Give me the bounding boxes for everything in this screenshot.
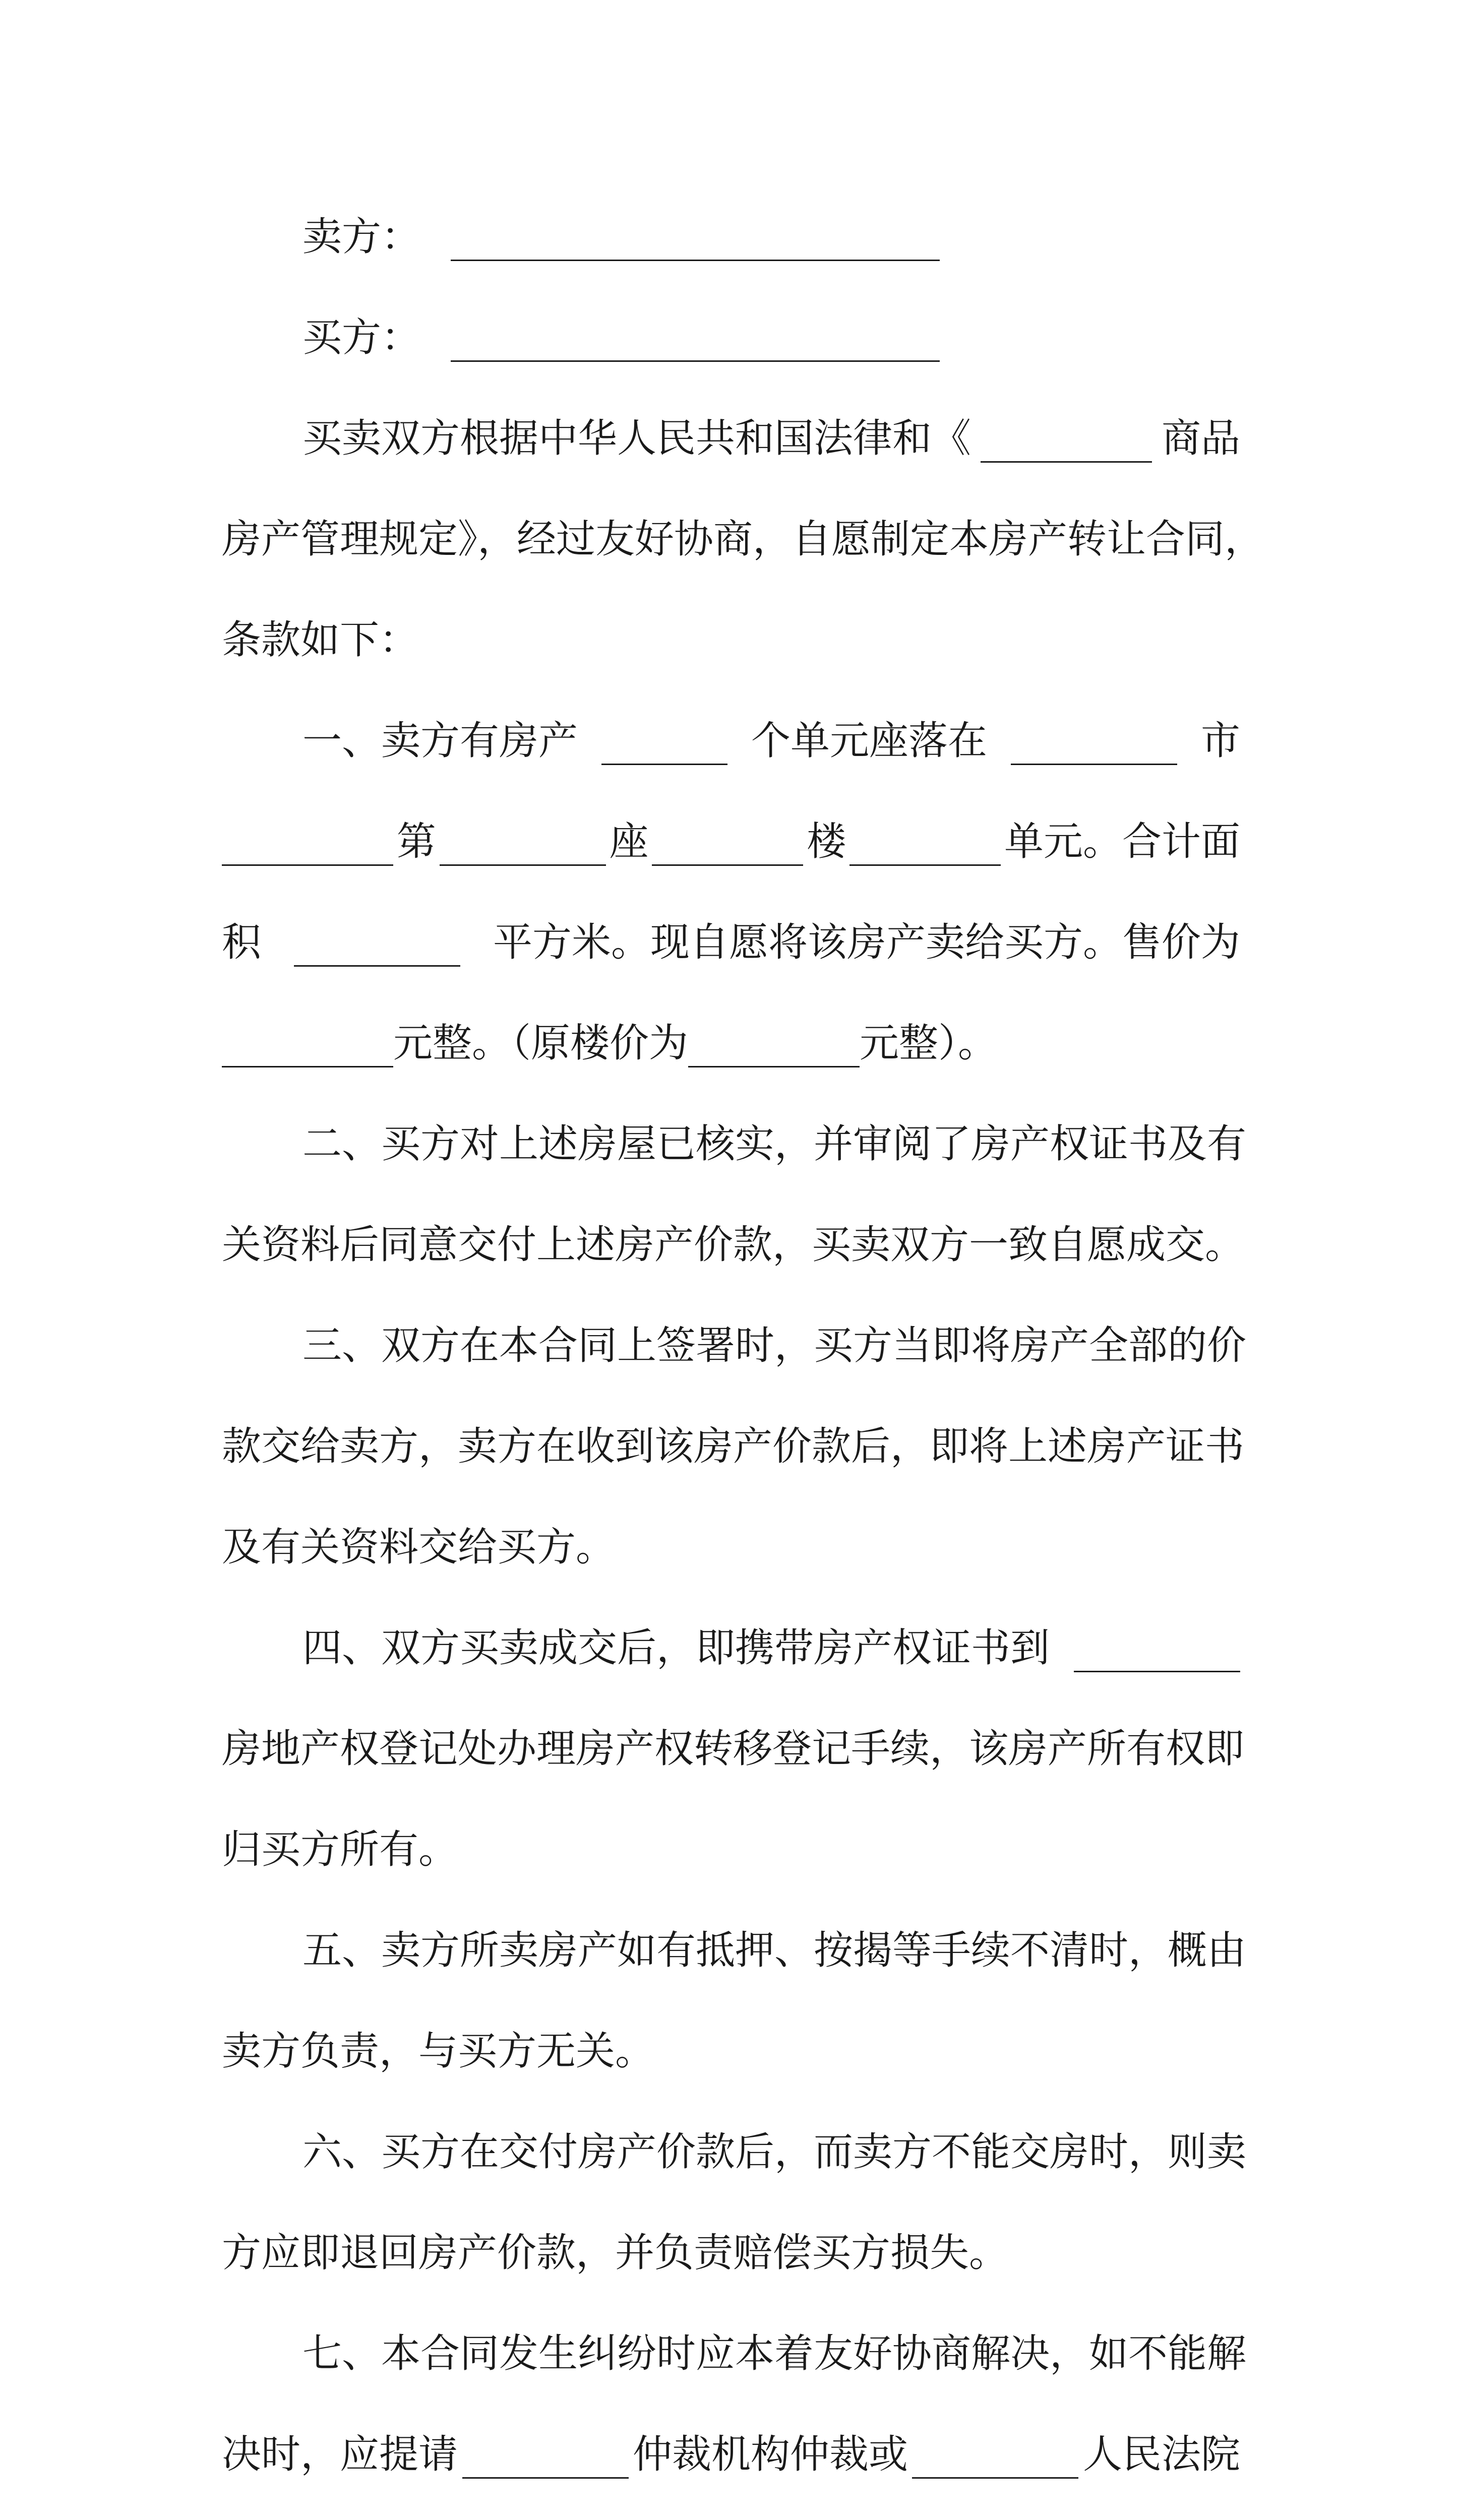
clause-1-text-f: 楼 xyxy=(807,819,846,864)
seller-name-blank xyxy=(451,260,940,261)
clause-1-text-g: 单元。合计面 xyxy=(1004,819,1240,864)
original-price-blank xyxy=(688,1066,860,1067)
district-blank xyxy=(222,864,393,866)
clause-1-text-d: 第 xyxy=(396,819,436,864)
block-blank xyxy=(440,864,606,866)
clause-5-text-1: 五、卖方所卖房产如有抵押、按揭等手续不清时，概由 xyxy=(302,1928,1247,1973)
clause-3-line-2 xyxy=(222,1396,1245,1497)
buyer-name-blank xyxy=(451,360,940,362)
clause-1-text-j: 元整。（原楼价为 xyxy=(393,1021,689,1066)
clause-4-line-2 xyxy=(222,1698,1245,1799)
clause-1-text-a: 一、卖方有房产 xyxy=(302,718,578,764)
buyer-label: 买方： xyxy=(302,315,421,360)
clause-1-text-h: 积 xyxy=(222,920,262,965)
clause-3-text-2: 款交给卖方，卖方在收到该房产价款后，即将上述房产证书 xyxy=(222,1424,1245,1469)
seller-line xyxy=(222,186,1240,287)
preamble-text-2: 房产管理规定》，经过友好协商，自愿制定本房产转让合同， xyxy=(222,517,1264,562)
clause-7-text-2c: 人民法院 xyxy=(1082,2432,1240,2477)
clause-1-line-2 xyxy=(222,791,1240,892)
clause-2-line-2 xyxy=(222,1194,1245,1295)
floor-unit-blank xyxy=(849,864,1001,866)
preamble-text-3: 条款如下： xyxy=(222,617,419,663)
registry-location-blank xyxy=(1074,1671,1240,1672)
area-blank xyxy=(294,965,460,967)
clause-3-line-1 xyxy=(222,1295,1247,1396)
clause-5-text-2: 卖方负责，与买方无关。 xyxy=(222,2029,655,2074)
clause-1-line-1 xyxy=(222,690,1240,791)
preamble-line-3 xyxy=(222,590,1240,690)
clause-2-text-2: 关资料后同意交付上述房产价款，买卖双方一致自愿成交。 xyxy=(222,1222,1245,1268)
clause-1-text-k: 元整）。 xyxy=(860,1021,998,1066)
clause-6-line-2 xyxy=(222,2202,1240,2303)
clause-7-text-3 xyxy=(222,2505,340,2520)
clause-7-line-2 xyxy=(222,2404,1240,2505)
building-blank xyxy=(652,864,803,866)
preamble-text-a: 买卖双方根据中华人民共和国法律和《 xyxy=(302,416,971,461)
clause-3-line-3 xyxy=(222,1497,1240,1598)
clause-7-line-1 xyxy=(222,2303,1247,2404)
clause-2-text-1: 二、买方对上述房屋已核实，并审阅了房产权证书及有 xyxy=(302,1121,1247,1167)
clause-4-text-2: 房地产权登记处办理房产权转移登记手续，该房产所有权即 xyxy=(222,1726,1245,1772)
arbitration-body-blank xyxy=(462,2477,629,2479)
clause-2-line-1 xyxy=(222,1094,1247,1194)
regulation-name-blank xyxy=(981,461,1152,463)
clause-1-line-3 xyxy=(222,892,1240,993)
clause-7-line-3 xyxy=(222,2505,1240,2520)
unit-count-blank xyxy=(601,764,727,765)
buyer-line xyxy=(222,287,1240,388)
clause-1-text-e: 座 xyxy=(609,819,649,864)
city-blank xyxy=(1011,764,1177,765)
clause-5-line-1 xyxy=(222,1900,1247,2001)
clause-4-text-1: 四、双方买卖成交后，即携带房产权证书到 xyxy=(302,1625,1050,1671)
clause-5-line-2 xyxy=(222,2001,1240,2102)
clause-4-text-3: 归买方所有。 xyxy=(222,1827,458,1872)
seller-label: 卖方： xyxy=(302,214,421,260)
clause-3-text-3: 及有关资料交给买方。 xyxy=(222,1525,616,1570)
clause-1-line-4 xyxy=(222,993,1240,1094)
court-blank xyxy=(912,2477,1078,2479)
clause-3-text-1: 三、双方在本合同上签署时，买方当即将房产全部的价 xyxy=(302,1323,1247,1368)
clause-6-text-1: 六、买方在交付房产价款后，而卖方不能交房时，则卖 xyxy=(302,2129,1247,2175)
clause-1-text-c: 市 xyxy=(1200,718,1240,764)
clause-6-line-1 xyxy=(222,2102,1247,2202)
clause-7-text-2b: 仲裁机构仲裁或 xyxy=(632,2432,908,2477)
contract-body xyxy=(222,186,1264,2520)
preamble-text-b: 商品 xyxy=(1161,416,1240,461)
clause-1-text-i: 平方米。现自愿将该房产卖给买方。售价为 xyxy=(493,920,1240,965)
clause-6-text-2: 方应即退回房产价款，并负责赔偿买方损失。 xyxy=(222,2230,1009,2276)
clause-7-text-2a: 决时，应提请 xyxy=(222,2432,458,2477)
clause-4-line-1 xyxy=(222,1598,1240,1698)
clause-1-text-b: 个单元座落在 xyxy=(751,718,987,764)
preamble-line-2 xyxy=(222,489,1264,590)
clause-7-text-1: 七、本合同发生纠纷时应本着友好协商解决，如不能解 xyxy=(302,2331,1247,2376)
preamble-line-1 xyxy=(222,388,1240,489)
clause-4-line-3 xyxy=(222,1799,1240,1900)
sale-price-blank xyxy=(222,1066,393,1067)
